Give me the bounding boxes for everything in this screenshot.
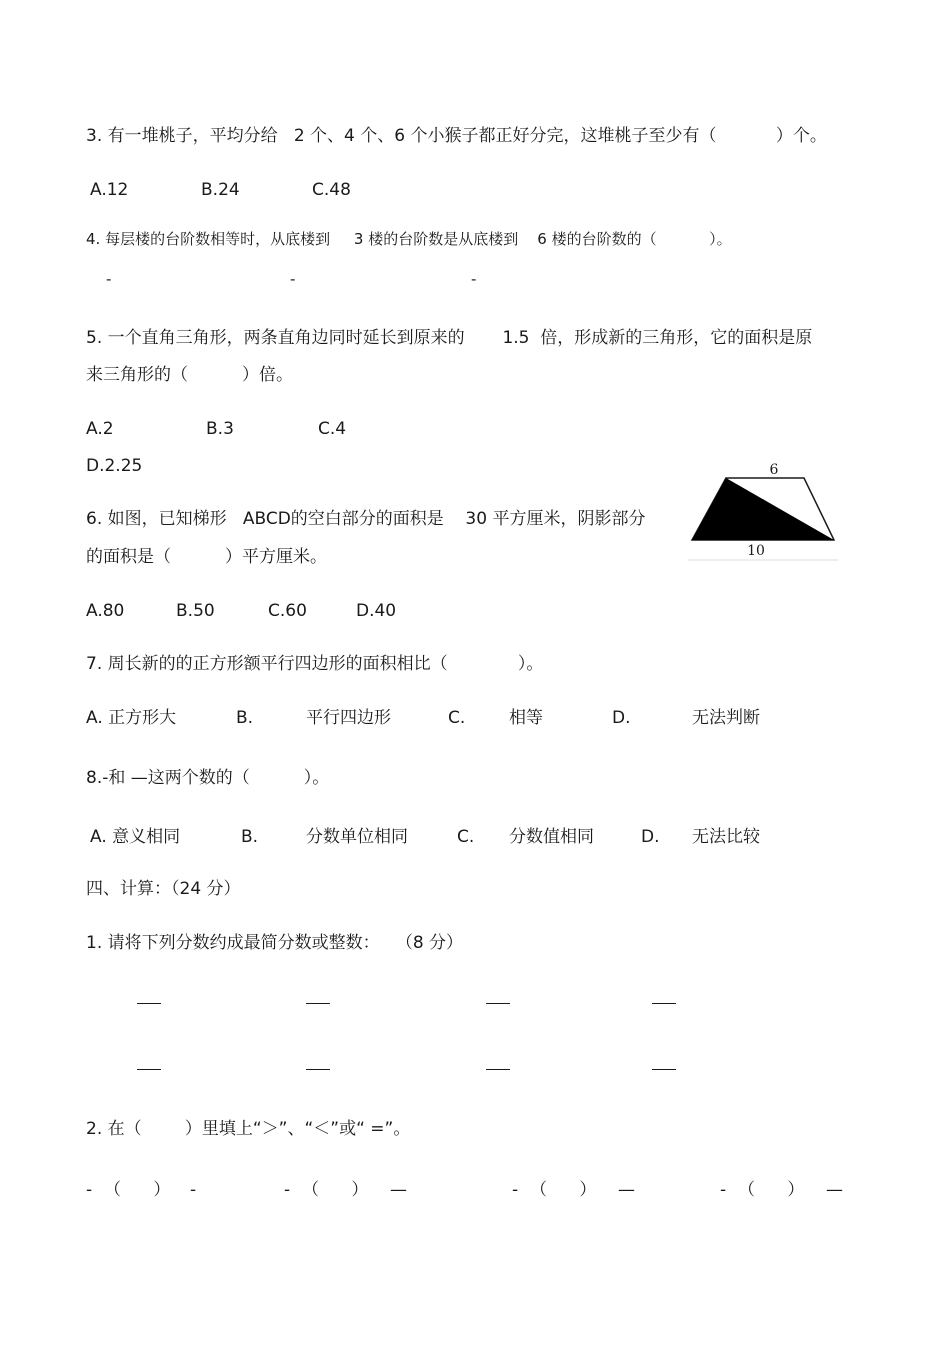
q7-option-a[interactable]: A. 正方形大 [86, 708, 177, 728]
trapezoid-figure [688, 458, 840, 568]
section4-sub2: 2. 在（ ）里填上“＞”、“＜”或“ =”。 [86, 1119, 411, 1139]
q6-stem-line2: 的面积是（ ）平方厘米。 [86, 547, 328, 567]
q5-option-b[interactable]: B.3 [206, 419, 234, 439]
fraction-bar-4 [652, 1003, 676, 1004]
compare-1-blank[interactable]: （ ） [104, 1180, 171, 1200]
compare-3-left: - [512, 1180, 519, 1200]
compare-4-left: - [720, 1180, 727, 1200]
bottom-base-label: 10 [747, 543, 765, 559]
compare-1-right: - [190, 1180, 197, 1200]
q8-option-a[interactable]: A. 意义相同 [90, 827, 181, 847]
q5-option-c[interactable]: C.4 [318, 419, 347, 439]
q6-option-c[interactable]: C.60 [268, 601, 307, 621]
q7-option-d-letter[interactable]: D. [612, 708, 631, 728]
section4-title: 四、计算：（24 分） [86, 879, 241, 899]
q8-option-d-letter[interactable]: D. [641, 827, 660, 847]
q7-option-c-letter[interactable]: C. [448, 708, 466, 728]
q3-option-c[interactable]: C.48 [312, 180, 351, 200]
q5-stem-line1: 5. 一个直角三角形，两条直角边同时延长到原来的 1.5 倍，形成新的三角形，它的面积是原 [86, 328, 813, 348]
compare-3-blank[interactable]: （ ） [530, 1180, 597, 1200]
compare-1-left: - [86, 1180, 93, 1200]
fraction-bar-1 [137, 1003, 161, 1004]
q6-option-a[interactable]: A.80 [86, 601, 125, 621]
compare-4-right: — [826, 1180, 843, 1200]
q4-mark-1: - [106, 270, 112, 288]
q7-stem: 7. 周长新的的正方形额平行四边形的面积相比（ ）。 [86, 654, 544, 674]
q7-option-d-text[interactable]: 无法判断 [692, 708, 760, 728]
q5-option-a[interactable]: A.2 [86, 419, 114, 439]
top-base-label: 6 [769, 462, 779, 478]
q3-stem: 3. 有一堆桃子，平均分给 2 个、4 个、6 个小猴子都正好分完，这堆桃子至少有（ ）个。 [86, 126, 827, 146]
fraction-bar-2 [306, 1003, 330, 1004]
q4-mark-3: - [471, 270, 477, 288]
compare-4-blank[interactable]: （ ） [738, 1180, 805, 1200]
compare-2-blank[interactable]: （ ） [302, 1180, 369, 1200]
q8-option-c-letter[interactable]: C. [457, 827, 475, 847]
fraction-bar-8 [652, 1069, 676, 1070]
q4-mark-2: - [290, 270, 296, 288]
q3-option-b[interactable]: B.24 [201, 180, 240, 200]
q8-option-c-text[interactable]: 分数值相同 [509, 827, 594, 847]
q6-stem-line1: 6. 如图，已知梯形 ABCD的空白部分的面积是 30 平方厘米，阴影部分 [86, 509, 646, 529]
q8-option-b-letter[interactable]: B. [241, 827, 259, 847]
q6-option-b[interactable]: B.50 [176, 601, 215, 621]
q7-option-b-text[interactable]: 平行四边形 [306, 708, 391, 728]
q6-option-d[interactable]: D.40 [356, 601, 397, 621]
fraction-bar-3 [486, 1003, 510, 1004]
q7-option-b-letter[interactable]: B. [236, 708, 254, 728]
compare-3-right: — [618, 1180, 635, 1200]
q7-option-c-text[interactable]: 相等 [509, 708, 543, 728]
q8-stem: 8.-和 —这两个数的（ ）。 [86, 768, 330, 788]
q5-option-d[interactable]: D.2.25 [86, 456, 143, 476]
q5-stem-line2: 来三角形的（ ）倍。 [86, 365, 294, 385]
fraction-bar-6 [306, 1069, 330, 1070]
fraction-bar-5 [137, 1069, 161, 1070]
compare-2-right: — [390, 1180, 407, 1200]
q8-option-b-text[interactable]: 分数单位相同 [306, 827, 408, 847]
fraction-bar-7 [486, 1069, 510, 1070]
compare-2-left: - [284, 1180, 291, 1200]
section4-sub1: 1. 请将下列分数约成最简分数或整数： （8 分） [86, 933, 464, 953]
q4-stem: 4. 每层楼的台阶数相等时，从底楼到 3 楼的台阶数是从底楼到 6 楼的台阶数的（ ）。 [86, 230, 732, 248]
q8-option-d-text[interactable]: 无法比较 [692, 827, 760, 847]
q3-option-a[interactable]: A.12 [90, 180, 129, 200]
